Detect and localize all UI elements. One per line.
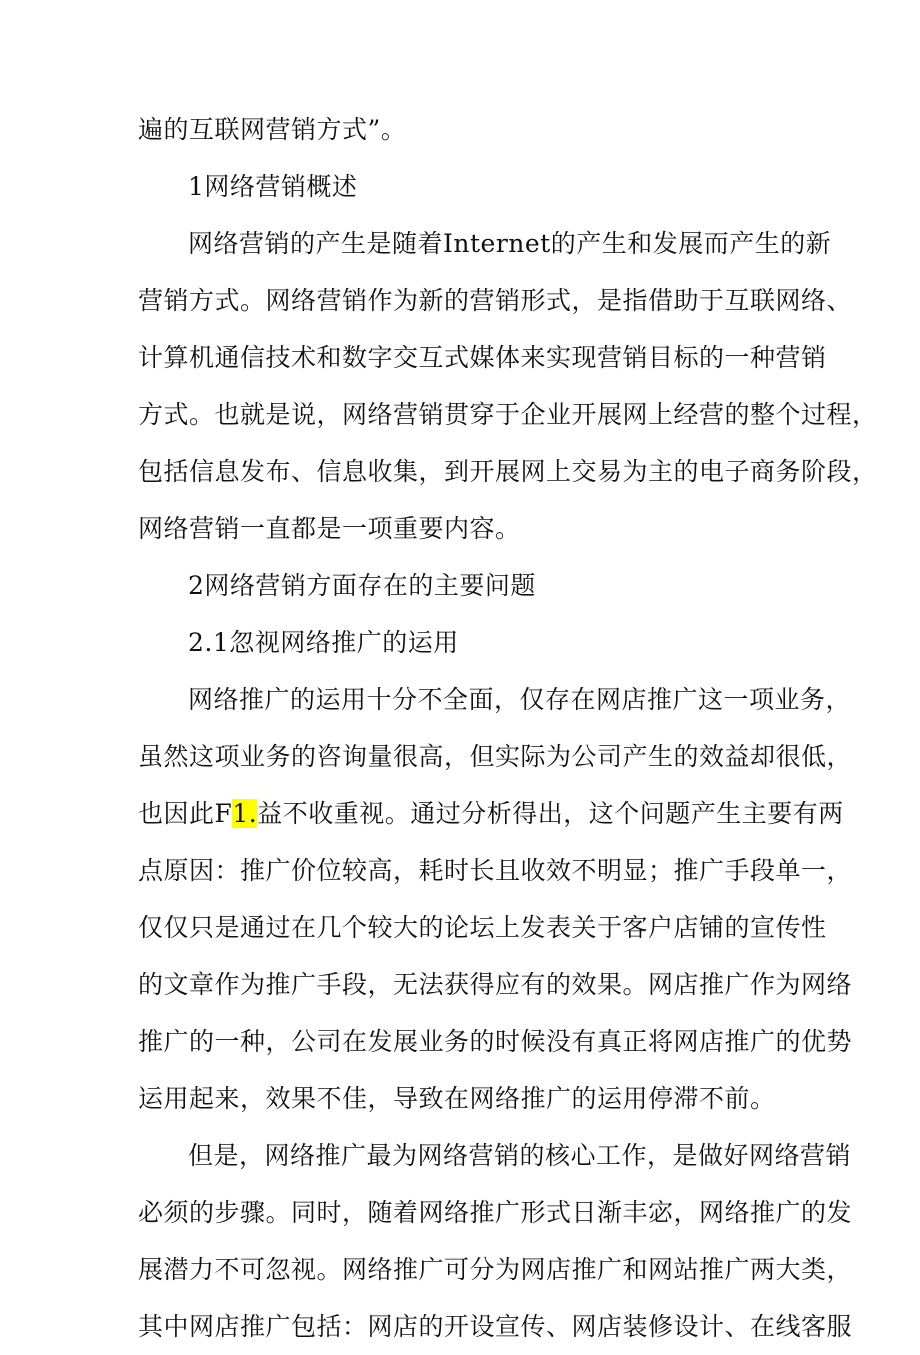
line-text-before: 也因此F [138,799,233,828]
paragraph-line: 运用起来，效果不佳，导致在网络推广的运用停滞不前。 [138,1084,776,1113]
paragraph-line: 网络营销一直都是一项重要内容。 [138,514,521,543]
paragraph-line: 但是，网络推广最为网络营销的核心工作，是做好网络营销 [188,1141,852,1170]
paragraph-line: 展潜力不可忽视。网络推广可分为网店推广和网站推广两大类， [138,1255,853,1284]
paragraph-line: 其中网店推广包括：网店的开设宣传、网店装修设计、在线客服 [138,1312,853,1341]
subsection-heading: 2.1忽视网络推广的运用 [188,628,459,657]
highlighted-text: 1. [232,799,258,828]
paragraph-line: 仅仅只是通过在几个较大的论坛上发表关于客户店铺的宣传性 [138,913,827,942]
paragraph-line: 包括信息发布、信息收集，到开展网上交易为主的电子商务阶段， [138,457,878,486]
paragraph-line: 计算机通信技术和数字交互式媒体来实现营销目标的一种营销 [138,343,827,372]
paragraph-line: 必须的步骤。同时，随着网络推广形式日渐丰宓，网络推广的发 [138,1198,853,1227]
document-body [138,101,878,1355]
paragraph-line: 网络推广的运用十分不全面，仅存在网店推广这一项业务， [188,685,852,714]
paragraph-line: 推广的一种，公司在发展业务的时候没有真正将网店推广的优势 [138,1027,853,1056]
paragraph-line: 方式。也就是说，网络营销贯穿于企业开展网上经营的整个过程， [138,400,878,429]
paragraph-line: 营销方式。网络营销作为新的营销形式，是指借助于互联网络、 [138,286,853,315]
paragraph-line: 网络营销的产生是随着Internet的产生和发展而产生的新 [188,229,832,258]
line-text-after: 益不收重视。通过分析得出，这个问题产生主要有两 [257,799,844,828]
paragraph-line: 遍的互联网营销方式”。 [138,115,407,144]
paragraph-line: 的文章作为推广手段，无法获得应有的效果。网店推广作为网络 [138,970,853,999]
paragraph-line [138,785,844,842]
paragraph-line: 点原因：推广价位较高，耗时长且收效不明显；推广手段单一， [138,856,853,885]
paragraph-line: 虽然这项业务的咨询量很高，但实际为公司产生的效益却很低， [138,742,853,771]
section-heading: 2网络营销方面存在的主要问题 [188,571,536,600]
section-heading: 1网络营销概述 [188,172,358,201]
